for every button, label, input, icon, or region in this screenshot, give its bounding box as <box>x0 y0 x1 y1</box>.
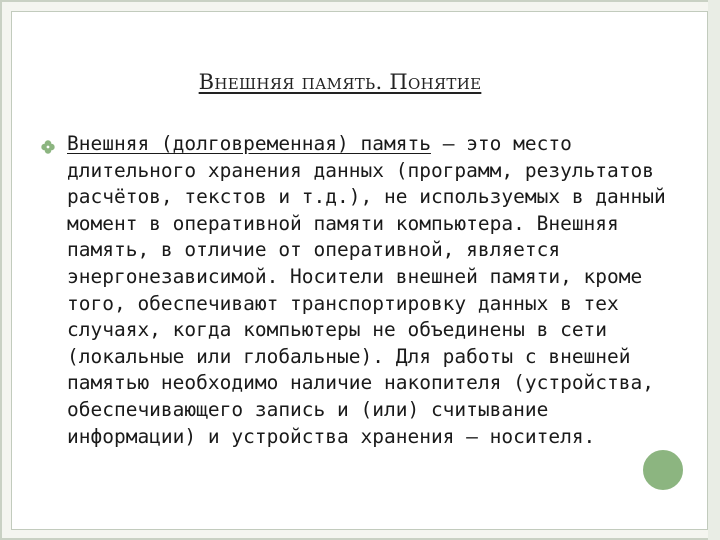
definition-text: — это место длительного хранения данных (программ, результатов расчётов, текстов и т.д.), не используемых в данный момент в оперативной памяти компьютера. Внешняя память, в отличие от оперативной, является энергонезависимой. Носители внешней памяти, кроме того, обеспечивают транспортировку данных в тех случаях, когда компьютеры не объединены в сети (локальные или глобальные). Для работы с внешней памятью необходимо наличие накопителя (устройства, обеспечивающего запись и (или) считывание информации) и устройства хранения — носителя. <box>67 132 666 448</box>
slide-title <box>0 70 680 94</box>
decorative-circle <box>640 447 686 493</box>
frame-right-band <box>708 0 720 540</box>
bullet-paragraph <box>67 131 667 450</box>
defined-term: Внешняя (долговременная) память <box>67 132 431 155</box>
four-leaf-bullet-icon <box>41 140 55 154</box>
slide-title-text: Внешняя память. Понятие <box>198 70 482 94</box>
